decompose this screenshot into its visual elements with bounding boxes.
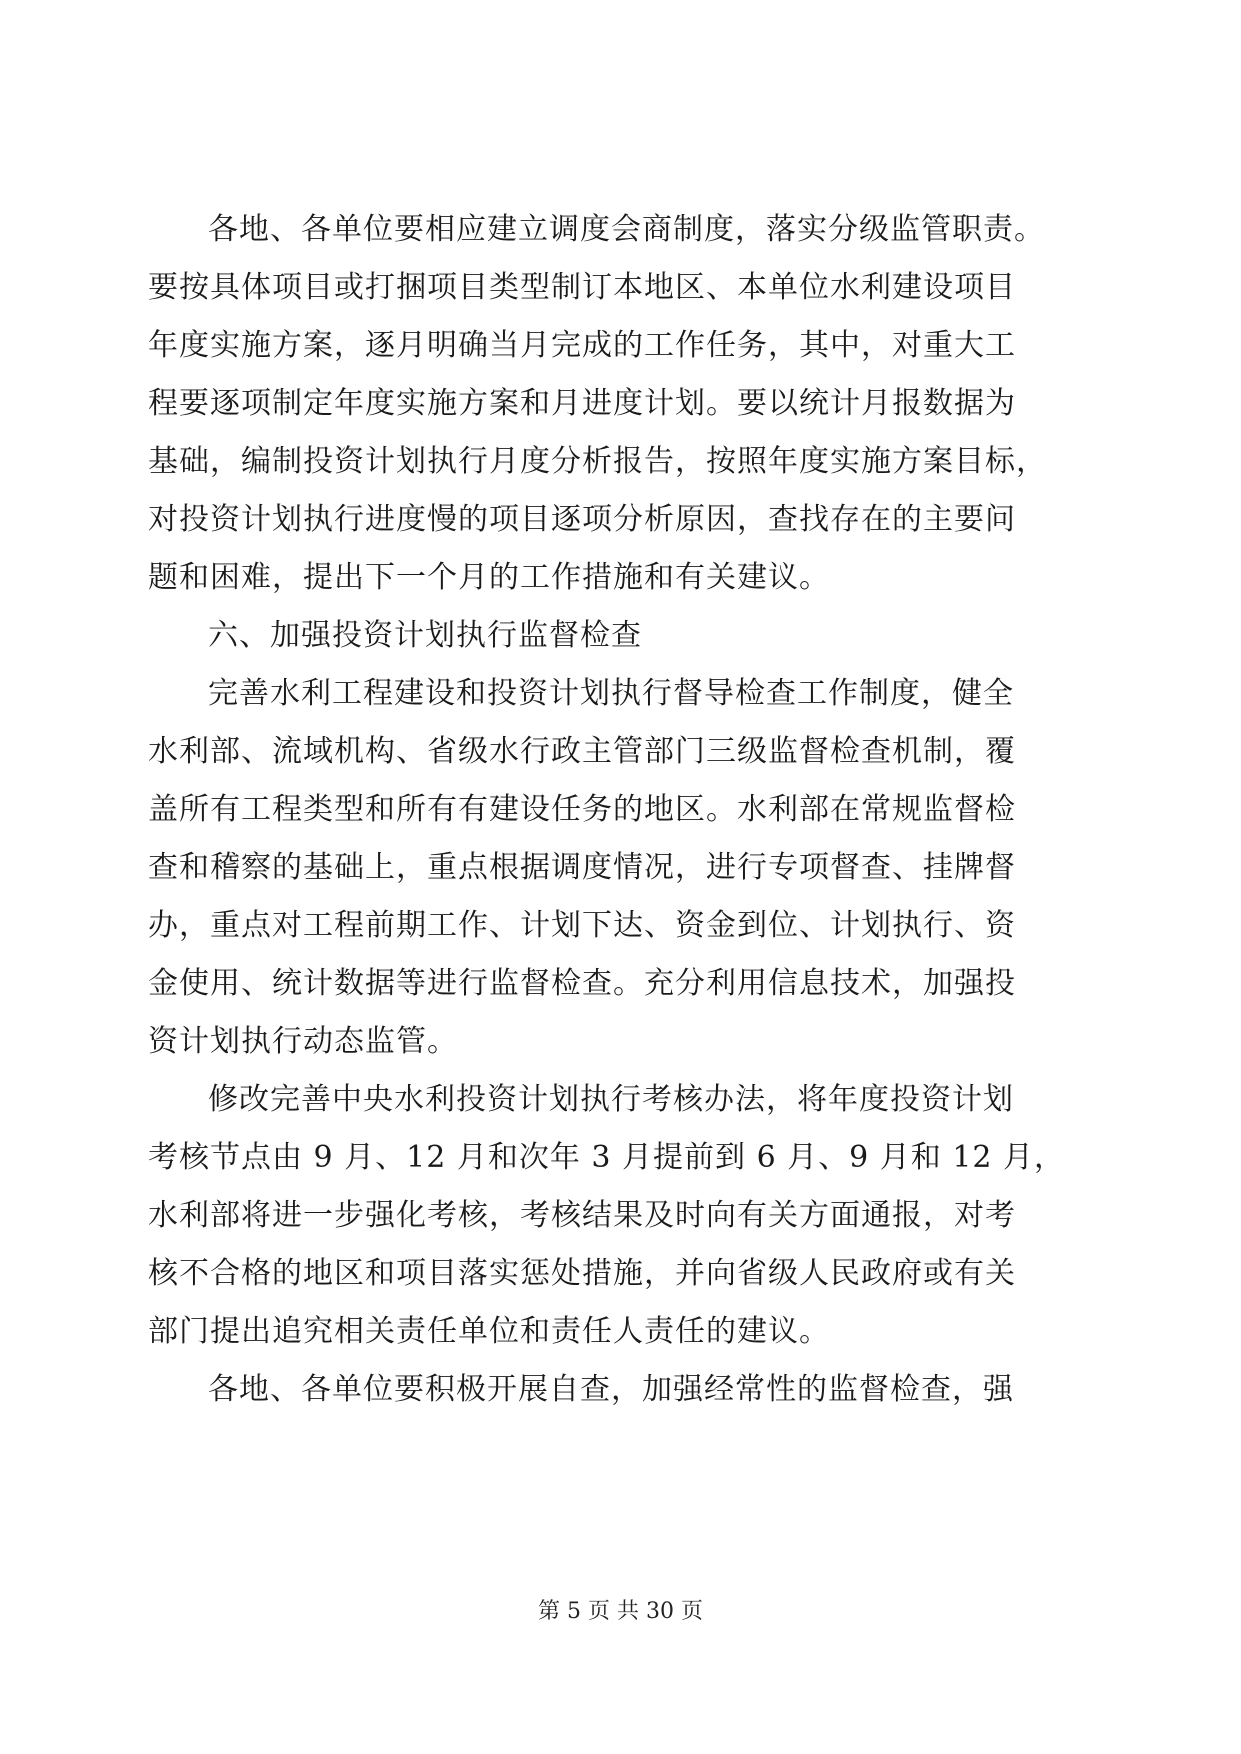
text-line: 资计划执行动态监管。 xyxy=(148,1024,458,1059)
text-line: 基础，编制投资计划执行月度分析报告，按照年度实施方案目标， xyxy=(148,444,1047,479)
text-line: 题和困难，提出下一个月的工作措施和有关建议。 xyxy=(148,560,830,595)
text-line: 部门提出追究相关责任单位和责任人责任的建议。 xyxy=(148,1314,830,1349)
page-number-footer: 第 5 页 共 30 页 xyxy=(538,1599,703,1624)
text-line: 完善水利工程建设和投资计划执行督导检查工作制度，健全 xyxy=(208,676,1014,711)
text-line: 查和稽察的基础上，重点根据调度情况，进行专项督查、挂牌督 xyxy=(148,850,1016,885)
text-line: 水利部将进一步强化考核，考核结果及时向有关方面通报，对考 xyxy=(148,1198,1016,1233)
text-line: 年度实施方案，逐月明确当月完成的工作任务，其中，对重大工 xyxy=(148,328,1016,363)
text-line: 各地、各单位要积极开展自查，加强经常性的监督检查，强 xyxy=(208,1372,1014,1407)
text-line: 金使用、统计数据等进行监督检查。充分利用信息技术，加强投 xyxy=(148,966,1016,1001)
section-heading: 六、加强投资计划执行监督检查 xyxy=(208,618,642,653)
text-line: 考核节点由 9 月、12 月和次年 3 月提前到 6 月、9 月和 12 月， xyxy=(148,1140,1066,1175)
text-line: 程要逐项制定年度实施方案和月进度计划。要以统计月报数据为 xyxy=(148,386,1016,421)
text-line: 各地、各单位要相应建立调度会商制度，落实分级监管职责。 xyxy=(208,212,1045,247)
text-line: 盖所有工程类型和所有有建设任务的地区。水利部在常规监督检 xyxy=(148,792,1016,827)
text-line: 水利部、流域机构、省级水行政主管部门三级监督检查机制，覆 xyxy=(148,734,1016,769)
text-line: 对投资计划执行进度慢的项目逐项分析原因，查找存在的主要问 xyxy=(148,502,1016,537)
text-line: 核不合格的地区和项目落实惩处措施，并向省级人民政府或有关 xyxy=(148,1256,1016,1291)
text-line: 修改完善中央水利投资计划执行考核办法，将年度投资计划 xyxy=(208,1082,1014,1117)
text-line: 要按具体项目或打捆项目类型制订本地区、本单位水利建设项目 xyxy=(148,270,1016,305)
text-line: 办，重点对工程前期工作、计划下达、资金到位、计划执行、资 xyxy=(148,908,1016,943)
